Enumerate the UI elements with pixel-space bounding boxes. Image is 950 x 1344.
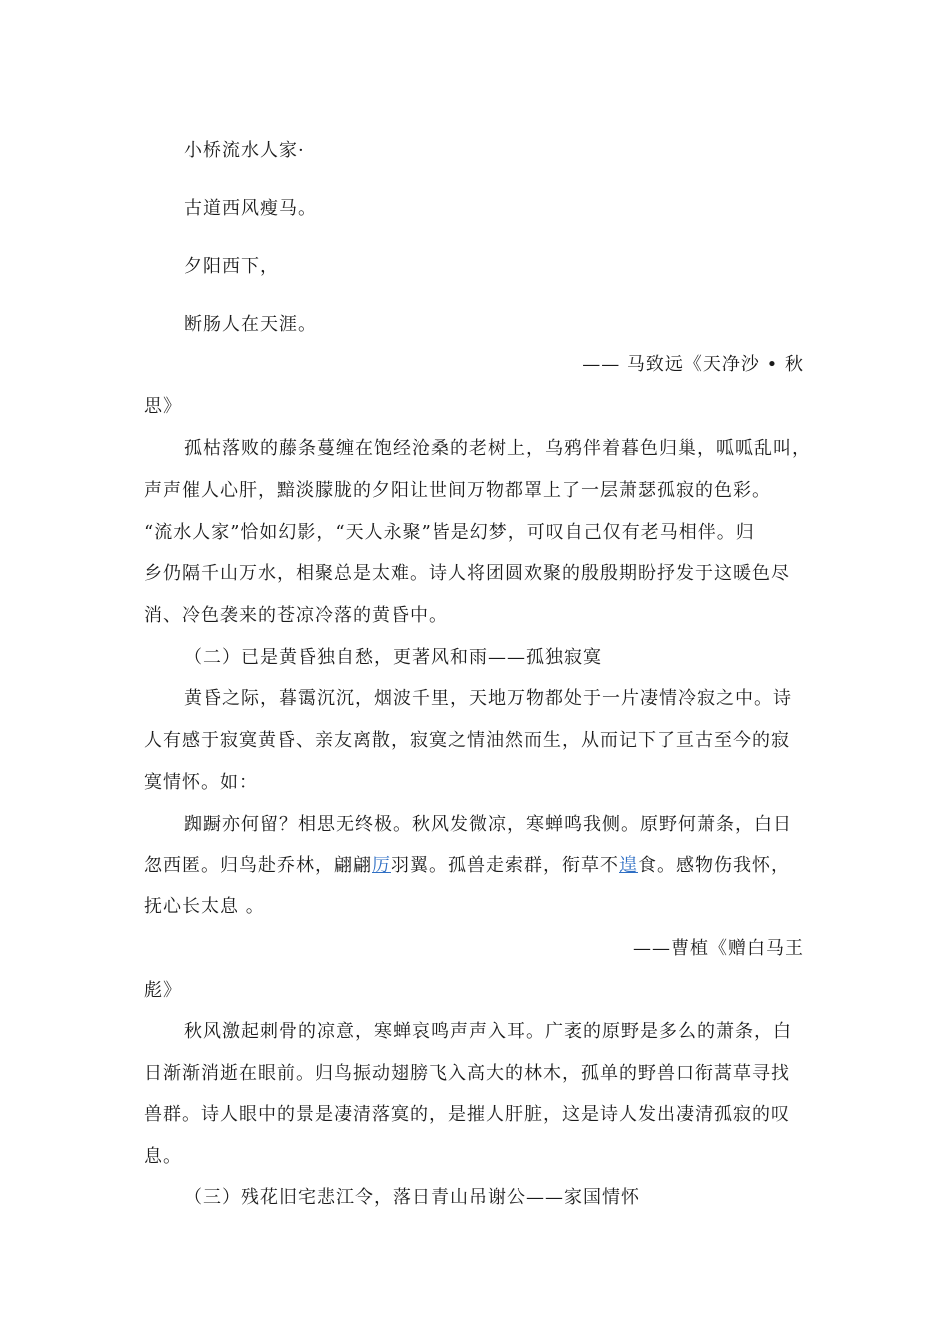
paragraph-line: 声声催人心肝，黯淡朦胧的夕阳让世间万物都罩上了一层萧瑟孤寂的色彩。: [144, 480, 771, 501]
section-heading: （二）已是黄昏独自愁，更著风和雨——孤独寂寞: [184, 647, 602, 668]
poem-line: 抚心长太息 。: [144, 896, 265, 917]
paragraph-line: 秋风激起刺骨的凉意，寒蝉哀鸣声声入耳。广袤的原野是多么的萧条，白: [184, 1021, 792, 1042]
poem-attribution: —— 马致远《天净沙 • 秋: [582, 354, 804, 375]
paragraph-line: “流水人家”恰如幻影，“天人永聚”皆是幻梦，可叹自己仅有老马相伴。归: [144, 522, 755, 543]
poem-attribution-continued: 思》: [144, 396, 182, 417]
paragraph-line: 息。: [144, 1146, 182, 1167]
paragraph-line: 兽群。诗人眼中的景是凄清落寞的，是摧人肝脏，这是诗人发出凄清孤寂的叹: [144, 1104, 790, 1125]
paragraph-line: 人有感于寂寞黄昏、亲友离散，寂寞之情油然而生，从而记下了亘古至今的寂: [144, 730, 790, 751]
paragraph-line: 孤枯落败的藤条蔓缠在饱经沧桑的老树上，乌鸦伴着暮色归巢，呱呱乱叫，: [184, 438, 811, 459]
poem-text: 食。感物伤我怀，: [638, 855, 790, 876]
poem-text: 羽翼。孤兽走索群，衔草不: [391, 855, 619, 876]
poem-line: [144, 853, 824, 879]
paragraph-line: 寞情怀。如：: [144, 772, 258, 793]
paragraph-line: 黄昏之际，暮霭沉沉，烟波千里，天地万物都处于一片凄情冷寂之中。诗: [184, 688, 792, 709]
section-heading: （三）残花旧宅悲江令，落日青山吊谢公——家国情怀: [184, 1187, 640, 1208]
paragraph-line: 消、冷色袭来的苍凉冷落的黄昏中。: [144, 605, 448, 626]
paragraph-line: 乡仍隔千山万水，相聚总是太难。诗人将团圆欢聚的殷殷期盼抒发于这暖色尽: [144, 563, 790, 584]
poem-line: 踟蹰亦何留？相思无终极。秋风发微凉，寒蝉鸣我侧。原野何萧条，白日: [184, 814, 792, 835]
poem-attribution-continued: 彪》: [144, 980, 182, 1001]
poem-line: 古道西风瘦马。: [184, 198, 317, 219]
paragraph-line: 日渐渐消逝在眼前。归鸟振动翅膀飞入高大的林木，孤单的野兽口衔蒿草寻找: [144, 1063, 790, 1084]
poem-line: 夕阳西下，: [184, 256, 279, 277]
annotation-link[interactable]: 厉: [372, 855, 391, 876]
poem-attribution: ——曹植《赠白马王: [633, 938, 804, 959]
poem-line: 断肠人在天涯。: [184, 314, 317, 335]
annotation-link[interactable]: 遑: [619, 855, 638, 876]
poem-line: 小桥流水人家·: [184, 140, 305, 161]
poem-text: 忽西匿。归鸟赴乔林，翩翩: [144, 855, 372, 876]
